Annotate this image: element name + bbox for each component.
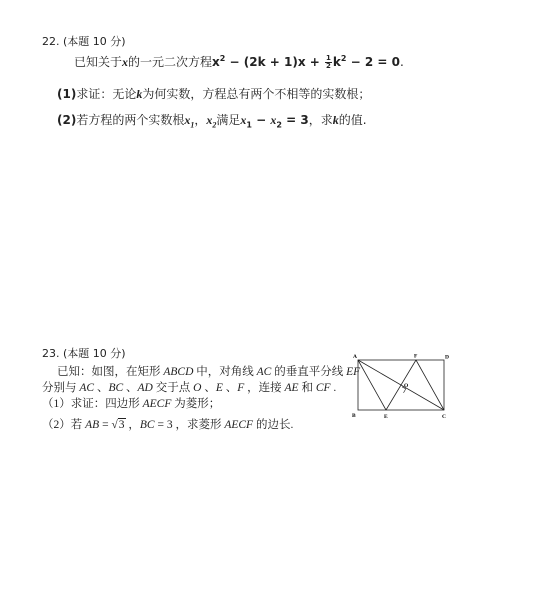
eq-x: x — [212, 55, 220, 69]
label-o: O — [404, 383, 409, 389]
q23-l2-f: F — [237, 382, 245, 394]
q23-header: 23. (本题 10 分) — [42, 347, 126, 360]
q23-l2-text-a: 分别与 — [42, 382, 80, 394]
q22-part2-prefix: 若方程的两个实数根 — [76, 113, 185, 127]
label-d: D — [445, 354, 449, 361]
label-c: C — [442, 414, 446, 420]
q22-part2-label: (2) — [57, 113, 77, 127]
q23-l2-e: E — [215, 382, 223, 394]
q22-intro-prefix: 已知关于 — [74, 55, 123, 69]
q23-l2-sep1: 、 — [94, 382, 109, 394]
q22-root-x1: $x_1$ — [184, 113, 195, 130]
q22-comma: ， — [194, 113, 207, 127]
q22-equation — [212, 55, 400, 69]
q23-l2-o: O — [193, 382, 202, 394]
q22-header: 22. (本题 10 分) — [42, 35, 126, 48]
eq-fraction — [325, 55, 332, 70]
q23-l2-sep3: 、 — [201, 382, 216, 394]
q23-l4-ab: AB — [85, 419, 100, 431]
label-e: E — [384, 414, 388, 420]
q23-rect-abcd: ABCD — [163, 366, 194, 378]
q22-intro — [74, 53, 404, 70]
fraction-denominator: 2 — [325, 62, 331, 70]
fraction-numerator: 1 — [325, 54, 331, 62]
eq-k-square: 2 — [340, 54, 347, 63]
q23-sqrt-radicand: 3 — [118, 419, 125, 431]
q23-l2-sep2: 、 — [123, 382, 138, 394]
q22-var-x: x — [122, 55, 129, 69]
q22-part1-var: k — [136, 87, 143, 101]
q23-l1-text-b: 中，对角线 — [193, 366, 257, 378]
q23-l2-cf: CF — [315, 382, 331, 394]
segment-ef — [386, 360, 416, 410]
q23-l2-text-d: 和 — [298, 382, 316, 394]
eq-part1: − (2k + 1)x + — [225, 55, 324, 69]
q22-intro-mid: 的一元二次方程 — [128, 55, 213, 69]
q23-line1 — [57, 363, 360, 379]
q23-l2-sep4: 、 — [222, 382, 238, 394]
q23-l2-text-c: ，连接 — [244, 382, 285, 394]
q23-l2-ad: AD — [137, 382, 153, 394]
eq-part2: − 2 = 0 — [346, 55, 400, 69]
q22-part1 — [57, 85, 370, 102]
q23-diag-ac: AC — [256, 366, 272, 378]
q23-l1-text-a: 已知：如图，在矩形 — [57, 366, 164, 378]
q22-part2-mid: 满足 — [216, 113, 241, 127]
q22-root-x2: $x_2$ — [206, 113, 217, 130]
q22-part2-var-k: k — [332, 113, 339, 127]
q23-l4-aecf: AECF — [224, 419, 254, 431]
q23-l2-end: . — [330, 382, 337, 394]
q22-part1-label: (1) — [57, 87, 77, 101]
q22-part2 — [57, 111, 367, 129]
segment-cf — [416, 360, 444, 410]
q22-period: . — [399, 55, 404, 69]
q23-line2 — [42, 379, 336, 395]
eq-k: k — [332, 55, 341, 69]
q23-l2-ae: AE — [284, 382, 299, 394]
label-a: A — [353, 354, 357, 360]
q23-l3-aecf: AECF — [142, 398, 172, 410]
q22-part2-tail-b: 的值. — [338, 113, 367, 127]
q23-sqrt: √3 — [111, 419, 125, 431]
q23-l4-text-a: （2）若 — [42, 419, 86, 431]
q23-line4 — [42, 416, 293, 432]
q23-line-ef: EF — [346, 366, 361, 378]
eq-square: 2 — [219, 54, 226, 63]
q23-l3-text-a: （1）求证：四边形 — [42, 398, 143, 410]
q22-part1-suffix: 为何实数，方程总有两个不相等的实数根； — [142, 87, 371, 101]
q23-l4-text-e: 的边长. — [253, 419, 294, 431]
q23-l4-text-c: = 3 — [154, 419, 173, 431]
label-b: B — [352, 413, 356, 419]
q23-l4-text-b: ， — [125, 419, 140, 431]
q22-part1-prefix: 求证：无论 — [76, 87, 137, 101]
q23-l2-bc: BC — [108, 382, 124, 394]
q23-l3-text-b: 为菱形； — [171, 398, 221, 410]
q23-l4-eq: = — [99, 419, 112, 431]
q22-part2-equation: $x_1 - x_2 = 3$ — [240, 113, 309, 130]
q23-l2-ac: AC — [79, 382, 95, 394]
q23-l4-bc: BC — [139, 419, 155, 431]
q23-line3 — [42, 395, 220, 411]
q23-l2-text-b: 交于点 — [152, 382, 194, 394]
q23-l1-text-c: 的垂直平分线 — [271, 366, 347, 378]
segment-ae — [358, 360, 386, 410]
q22-part2-tail-a: ，求 — [308, 113, 333, 127]
q23-l4-text-d: ，求菱形 — [172, 419, 225, 431]
rectangle-figure — [348, 350, 458, 425]
label-f: F — [414, 353, 418, 360]
